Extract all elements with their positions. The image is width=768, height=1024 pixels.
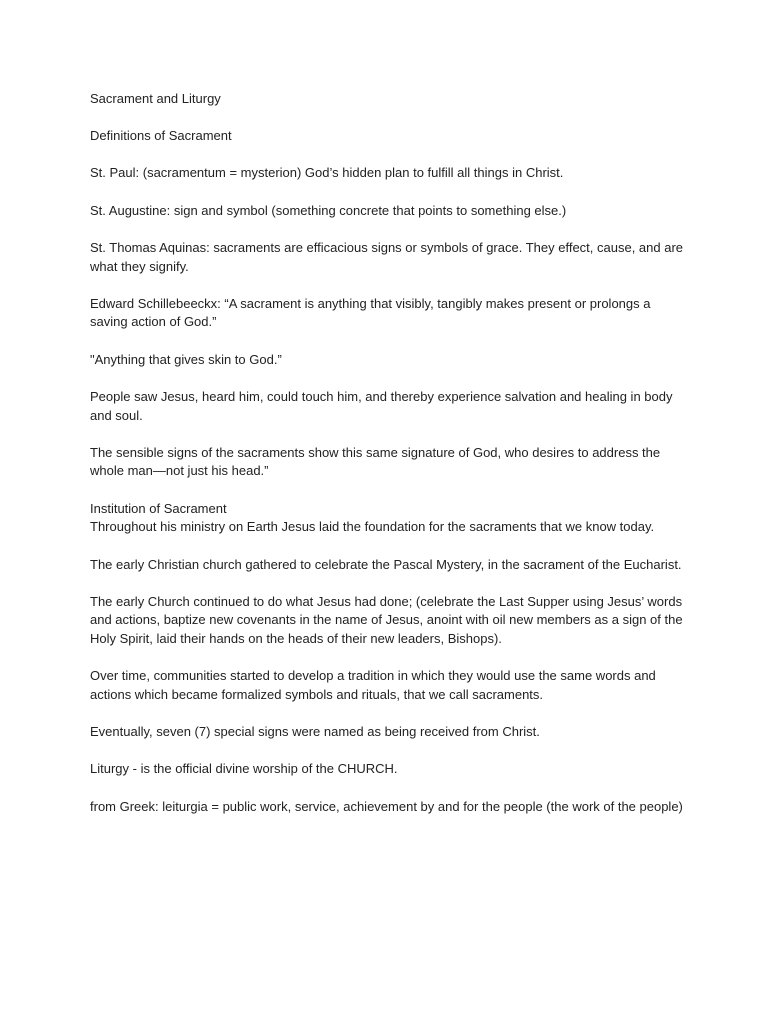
paragraph-st-thomas-aquinas: St. Thomas Aquinas: sacraments are efficacious signs or symbols of grace. They effect, cause, and are what they signify.	[90, 239, 684, 274]
document-title: Sacrament and Liturgy	[90, 91, 221, 106]
document-body	[90, 90, 690, 835]
paragraph-liturgy-definition: Liturgy - is the official divine worship of the CHURCH.	[90, 761, 398, 777]
heading-definitions: Definitions of Sacrament	[90, 128, 232, 144]
paragraph-over-time: Over time, communities started to develop a tradition in which they would use the same words and actions which became formalized symbols and rituals, that we call sacraments.	[90, 668, 656, 703]
heading-institution: Institution of Sacrament	[90, 500, 227, 516]
paragraph-sensible-signs: The sensible signs of the sacraments show this same signature of God, who desires to address the whole man—not just his head.”	[90, 444, 661, 479]
paragraph-early-church-continued: The early Church continued to do what Jesus had done; (celebrate the Last Supper using Jesus’ words and actions, baptize new covenants in the name of Jesus, anoint with oil new members as a sign of the Holy Spirit, laid their hands on the heads of their new leaders, Bishops).	[90, 593, 683, 647]
paragraph-ministry: Throughout his ministry on Earth Jesus laid the foundation for the sacraments that we know today.	[90, 519, 655, 535]
paragraph-people-saw-jesus: People saw Jesus, heard him, could touch him, and thereby experience salvation and healing in body and soul.	[90, 388, 673, 423]
paragraph-seven-signs: Eventually, seven (7) special signs were named as being received from Christ.	[90, 724, 540, 740]
paragraph-skin-to-god: "Anything that gives skin to God.”	[90, 351, 282, 367]
paragraph-schillebeeckx: Edward Schillebeeckx: “A sacrament is anything that visibly, tangibly makes present or prolongs a saving action of God.”	[90, 295, 651, 330]
paragraph-leiturgia: from Greek: leiturgia = public work, service, achievement by and for the people (the work of the people)	[90, 798, 683, 814]
paragraph-early-christian-church: The early Christian church gathered to celebrate the Pascal Mystery, in the sacrament of the Eucharist.	[90, 556, 682, 572]
paragraph-st-augustine: St. Augustine: sign and symbol (something concrete that points to something else.)	[90, 202, 567, 218]
paragraph-st-paul: St. Paul: (sacramentum = mysterion) God’s hidden plan to fulfill all things in Christ.	[90, 165, 564, 181]
